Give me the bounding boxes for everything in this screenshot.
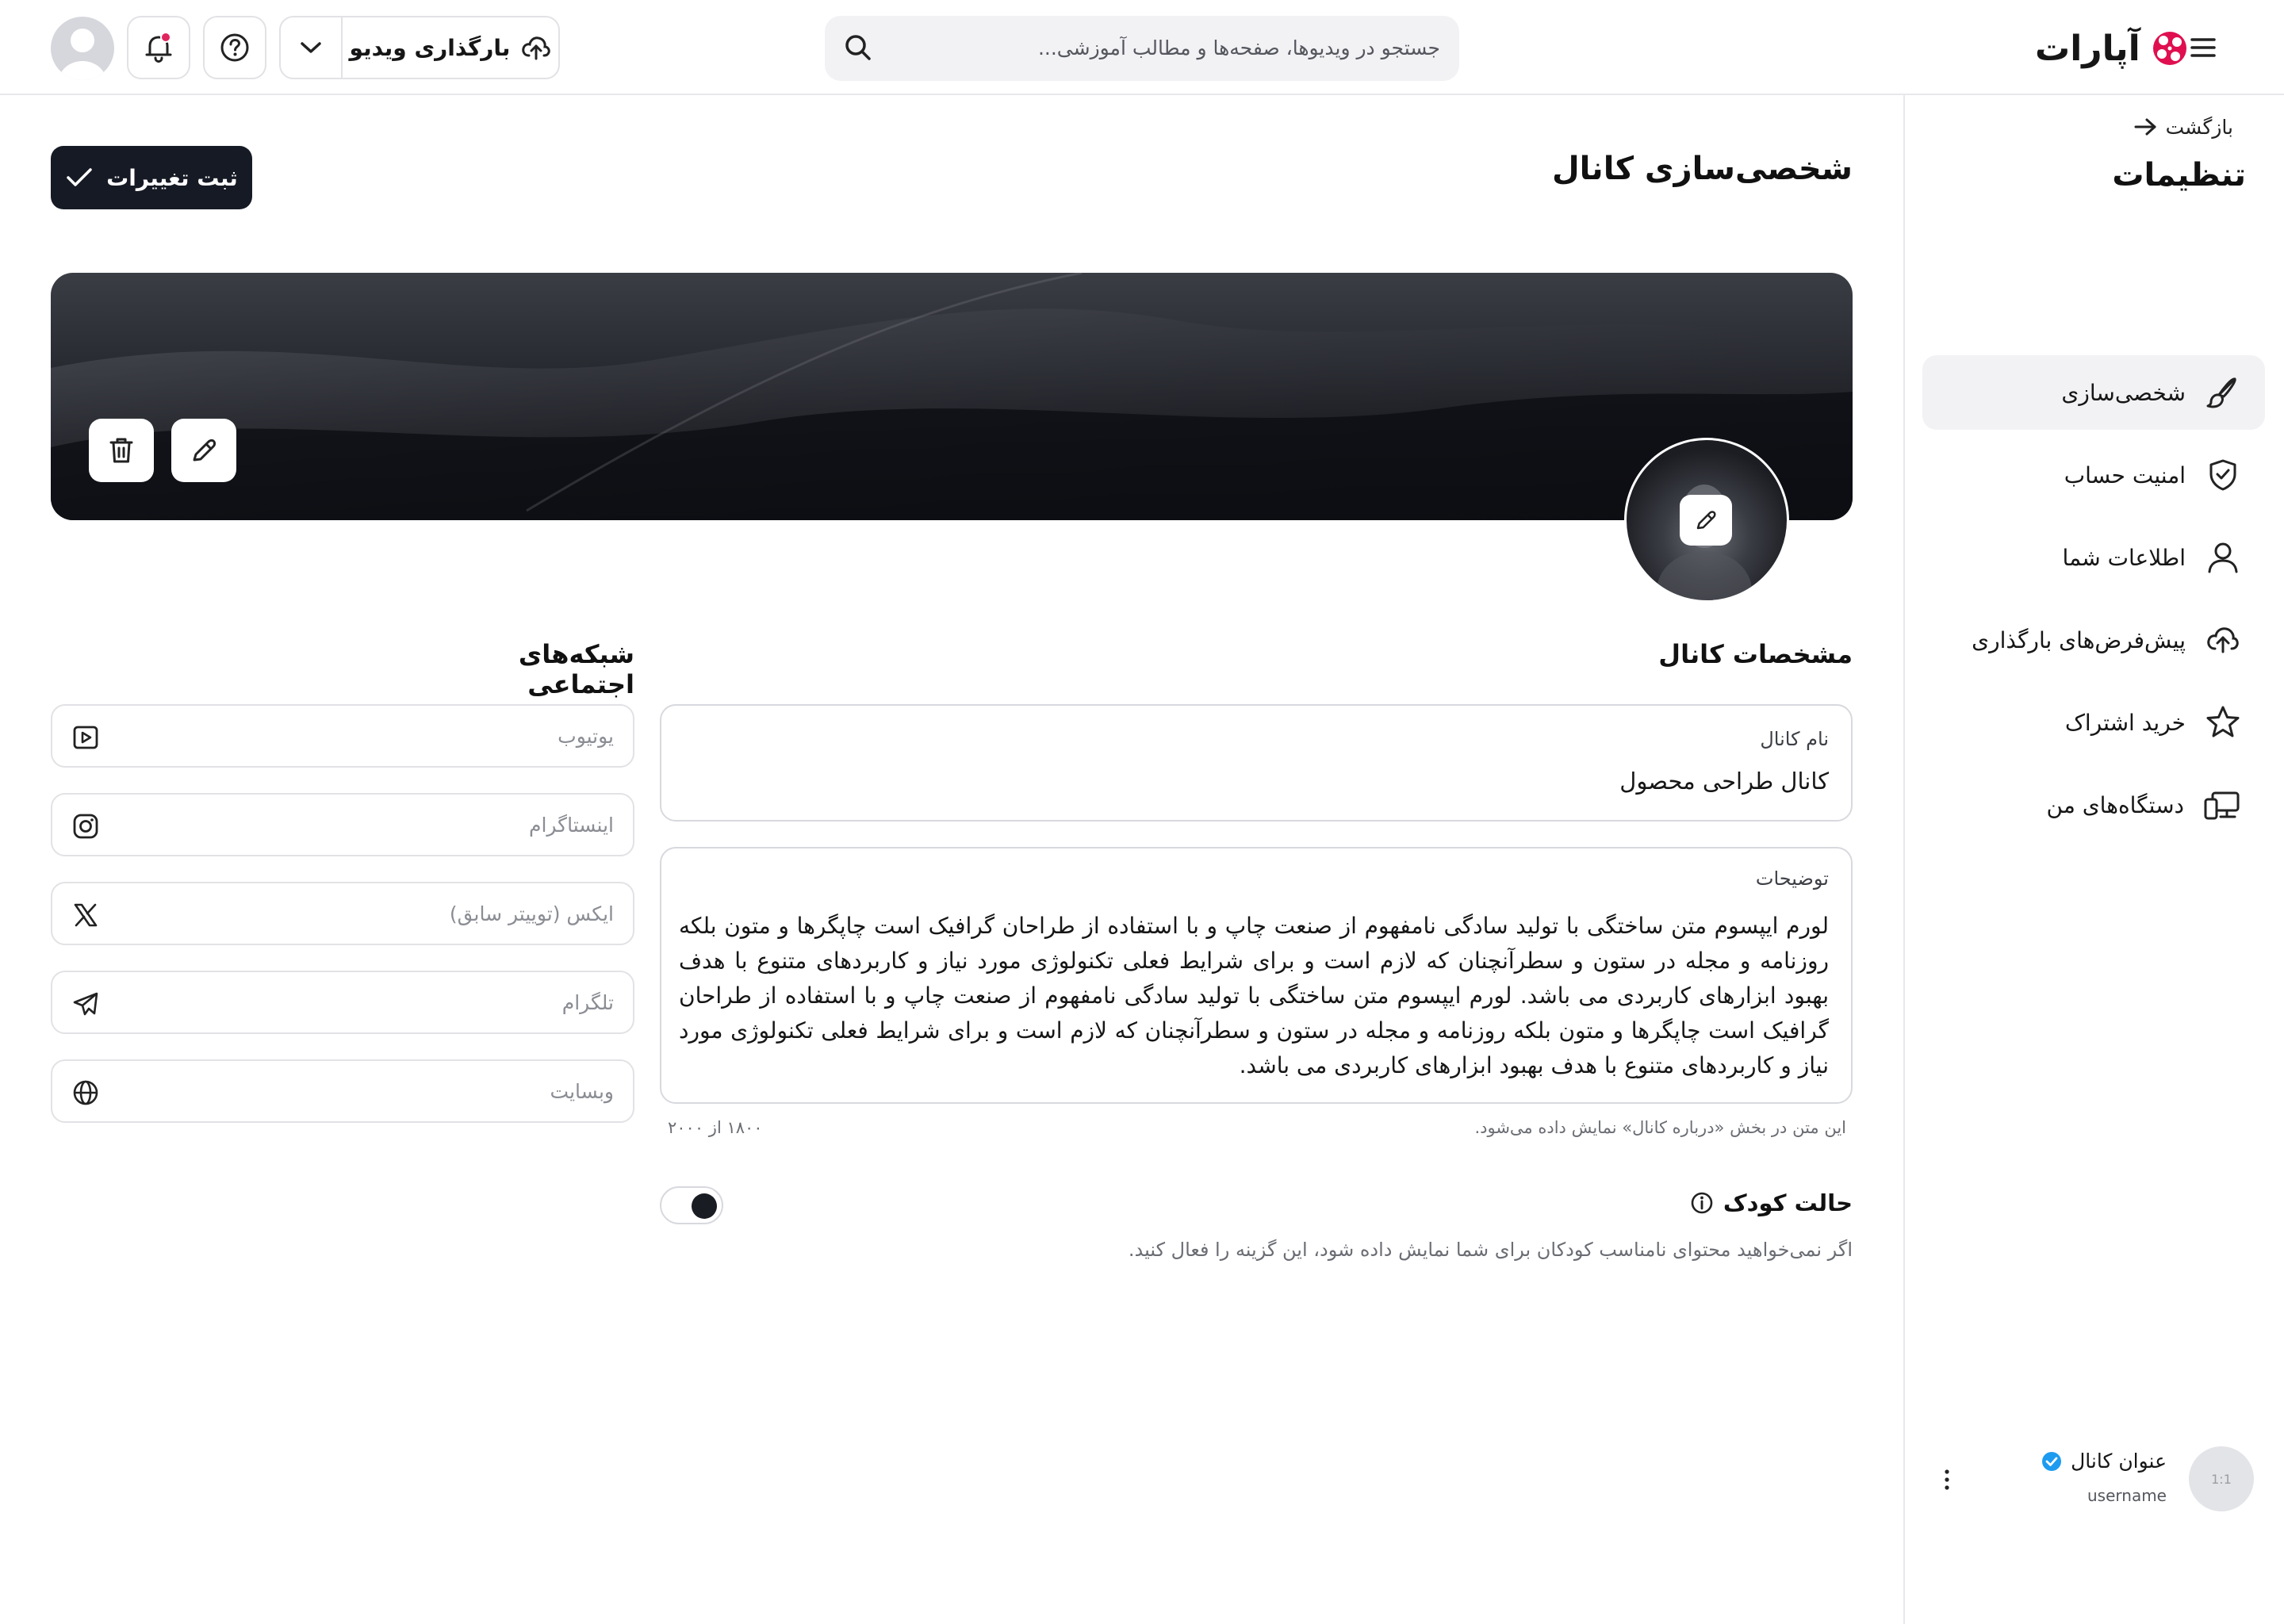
back-label: بازگشت <box>2165 115 2233 139</box>
user-icon <box>2205 539 2241 576</box>
telegram-field[interactable] <box>51 971 634 1034</box>
youtube-input[interactable]: یوتیوب <box>558 725 614 748</box>
kid-mode-toggle[interactable] <box>660 1186 723 1224</box>
kid-mode-hint: اگر نمی‌خواهید محتوای نامناسب کودکان برای شما نمایش داده شود، این گزینه را فعال کنید. <box>1128 1239 1853 1261</box>
aparat-logo-icon <box>2150 29 2190 68</box>
website-input[interactable]: وبسایت <box>550 1080 614 1103</box>
aparat-logo[interactable] <box>2035 24 2190 73</box>
sidebar-item-label: امنیت حساب <box>2064 462 2186 488</box>
channel-name: عنوان کانال <box>2071 1450 2167 1473</box>
sidebar-item-label: اطلاعات شما <box>2062 544 2186 571</box>
toggle-knob <box>692 1193 717 1219</box>
user-avatar[interactable] <box>51 17 114 80</box>
sidebar-item-buy-subscription[interactable] <box>1922 685 2265 760</box>
upload-video-button-group <box>279 16 560 79</box>
arrow-right-icon <box>2133 116 2158 138</box>
help-icon <box>219 32 251 63</box>
channel-avatar-label: 1:1 <box>2211 1471 2232 1487</box>
social-networks-title: شبکه‌های اجتماعی <box>518 639 634 699</box>
x-twitter-field[interactable] <box>51 882 634 945</box>
notifications-button[interactable] <box>127 16 190 79</box>
sidebar-item-personalization[interactable] <box>1922 355 2265 430</box>
instagram-input[interactable]: اینستاگرام <box>528 814 614 837</box>
brush-icon <box>2205 374 2241 411</box>
channel-username: username <box>2087 1486 2167 1505</box>
devices-icon <box>2203 787 2241 823</box>
edit-banner-button[interactable] <box>171 419 236 482</box>
logo-text: آپارات <box>2035 28 2140 69</box>
chevron-down-icon <box>299 40 323 56</box>
channel-details-title: مشخصات کانال <box>1658 639 1853 669</box>
channel-name-input[interactable]: کانال طراحی محصول <box>1619 768 1829 795</box>
sidebar-item-label: شخصی‌سازی <box>2061 379 2186 406</box>
instagram-field[interactable] <box>51 793 634 856</box>
back-link[interactable] <box>2133 111 2233 143</box>
character-counter: ۱۸۰۰ از ۲۰۰۰ <box>668 1118 763 1137</box>
delete-banner-button[interactable] <box>89 419 154 482</box>
info-icon[interactable] <box>1690 1191 1714 1215</box>
sidebar-item-label: دستگاه‌های من <box>2046 791 2184 818</box>
globe-icon <box>71 1078 100 1107</box>
page-title: شخصی‌سازی کانال <box>1551 151 1853 187</box>
help-button[interactable] <box>203 16 266 79</box>
verified-badge-icon <box>2041 1450 2063 1473</box>
description-label: توضیحات <box>1755 868 1829 890</box>
upload-video-label: بارگذاری ویدیو <box>349 34 511 61</box>
check-icon <box>65 166 94 190</box>
edit-profile-image-button[interactable] <box>1680 495 1732 546</box>
save-changes-button[interactable] <box>51 146 252 209</box>
website-field[interactable] <box>51 1059 634 1123</box>
shield-check-icon <box>2205 457 2241 493</box>
banner-image <box>51 273 1853 520</box>
pencil-icon <box>1694 508 1718 532</box>
channel-avatar <box>2189 1446 2254 1511</box>
sidebar-item-label: خرید اشتراک <box>2064 709 2186 736</box>
x-icon <box>71 901 100 929</box>
sidebar-item-account-security[interactable] <box>1922 438 2265 512</box>
sidebar-item-your-info[interactable] <box>1922 520 2265 595</box>
channel-banner <box>51 273 1853 520</box>
sidebar-item-upload-defaults[interactable] <box>1922 603 2265 677</box>
kid-mode-row <box>1690 1189 1853 1216</box>
youtube-icon <box>71 723 100 752</box>
channel-switcher[interactable] <box>1935 1443 2252 1515</box>
more-options-icon[interactable] <box>1935 1465 1959 1494</box>
search-icon[interactable] <box>842 32 874 63</box>
top-header <box>0 0 2284 95</box>
star-icon <box>2205 704 2241 741</box>
kid-mode-label: حالت کودک <box>1723 1189 1853 1216</box>
cloud-upload-icon <box>521 34 551 61</box>
description-field[interactable] <box>660 847 1853 1104</box>
telegram-input[interactable]: تلگرام <box>561 991 614 1014</box>
cloud-upload-icon <box>2205 622 2241 658</box>
youtube-field[interactable] <box>51 704 634 768</box>
sidebar-item-label: پیش‌فرض‌های بارگذاری <box>1972 626 2186 653</box>
description-textarea[interactable]: لورم ایپسوم متن ساختگی با تولید سادگی نامفهوم از صنعت چاپ و با استفاده از طراحان گرافیک است چاپگرها و متون بلکه روزنامه و مجله در ستون و سطرآنچنان که لازم است و برای شرایط فعلی تکنولوژی مورد نیاز و کاربردهای متنوع با هدف بهبود ابزارهای کاربردی می باشد. لورم ایپسوم متن ساختگی با تولید سادگی نامفهوم از صنعت چاپ و با استفاده از طراحان گرافیک است چاپگرها و متون بلکه روزنامه و مجله در ستون و سطرآنچنان که لازم است و برای شرایط فعلی تکنولوژی مورد نیاز و کاربردهای متنوع با هدف بهبود ابزارهای کاربردی می باشد. <box>679 913 1829 1078</box>
pencil-icon <box>190 436 218 465</box>
sidebar-item-my-devices[interactable] <box>1922 768 2265 842</box>
telegram-icon <box>71 990 100 1018</box>
channel-name-field[interactable] <box>660 704 1853 822</box>
description-hint: این متن در بخش «درباره کانال» نمایش داده می‌شود. <box>1474 1118 1846 1137</box>
settings-title: تنظیمات <box>2112 157 2246 193</box>
upload-dropdown-button[interactable] <box>281 17 343 78</box>
search-input[interactable]: جستجو در ویدیوها، صفحه‌ها و مطالب آموزشی... <box>1037 36 1440 59</box>
settings-sidebar <box>1903 95 2284 1624</box>
x-twitter-input[interactable]: ایکس (توییتر سابق) <box>449 902 614 925</box>
instagram-icon <box>71 812 100 841</box>
channel-name-label: نام کانال <box>1760 728 1829 750</box>
upload-video-button[interactable] <box>343 17 558 78</box>
bell-icon <box>142 31 175 64</box>
user-avatar-icon <box>51 17 114 80</box>
save-changes-label: ثبت تغییرات <box>106 164 238 191</box>
search-bar[interactable] <box>825 16 1459 81</box>
trash-icon <box>107 435 136 465</box>
